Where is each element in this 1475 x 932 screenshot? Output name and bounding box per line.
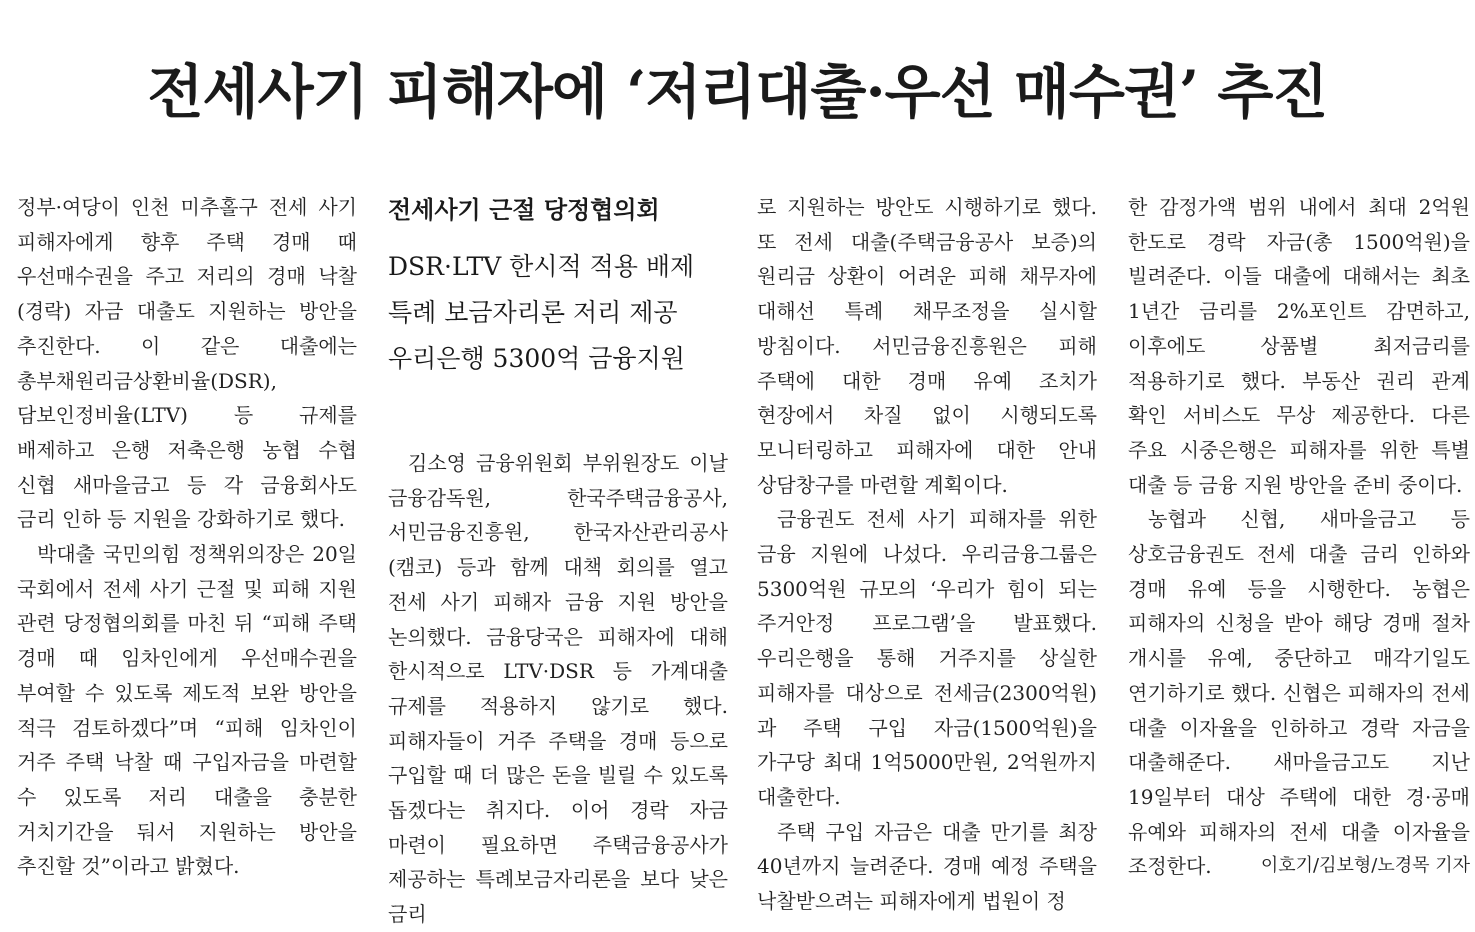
- deck-line: 우리은행 5300억 금융지원: [388, 344, 685, 373]
- body-paragraph: 정부·여당이 인천 미추홀구 전세 사기 피해자에게 향후 주택 경매 때 우선매수권을 주고 저리의 경매 낙찰(경락) 자금 대출도 지원하는 방안을 추진한다. 이 같은 대출에는 총부채원리금상환비율(DSR), 담보인정비율(LTV) 등 규제를 배제하고 은행 저축은행 농협 수협 신협 새마을금고 등 각 금융회사도 금리 인하 등 지원을 강화하기로 했다.: [17, 195, 357, 532]
- deck-line: DSR·LTV 한시적 적용 배제: [388, 252, 695, 281]
- article-column-1: [17, 190, 357, 884]
- body-paragraph-text: 농협과 신협, 새마을금고 등 상호금융권도 전세 대출 금리 인하와 경매 유예 등을 시행한다. 농협은 피해자의 신청을 받아 해당 경매 절차 개시를 유예, 중단하고 매각기일도 연기하기로 했다. 신협은 피해자의 전세 대출 이자율을 인하하고 경락 자금을 대출해준다. 새마을금고도 지난 19일부터 대상 주택에 대한 경·공매 유예와 피해자의 전세 대출 이자율을 조정한다.: [1128, 507, 1470, 879]
- body-paragraph: [1128, 502, 1470, 884]
- article-deck: [388, 244, 728, 382]
- article-subhead: 전세사기 근절 당정협의회: [388, 196, 660, 224]
- body-paragraph: 주택 구입 자금은 대출 만기를 최장 40년까지 늘려준다. 경매 예정 주택을 낙찰받으려는 피해자에게 법원이 정: [757, 819, 1097, 914]
- body-paragraph: 한 감정가액 범위 내에서 최대 2억원 한도로 경락 자금(총 1500억원)을 빌려준다. 이들 대출에 대해서는 최초 1년간 금리를 2%포인트 감면하고, 이후에도 상품별 최저금리를 적용하기로 했다. 부동산 권리 관계 확인 서비스도 무상 제공한다. 다른 주요 시중은행은 피해자를 위한 특별 대출 등 금융 지원 방안을 준비 중이다.: [1128, 195, 1470, 497]
- body-paragraph: 박대출 국민의힘 정책위의장은 20일 국회에서 전세 사기 근절 및 피해 지원 관련 당정협의회를 마친 뒤 “피해 주택 경매 때 임차인에게 우선매수권을 부여할 수 있도록 제도적 보완 방안을 적극 검토하겠다”며 “피해 임차인이 거주 주택 낙찰 때 구입자금을 마련할 수 있도록 저리 대출을 충분한 거치기간을 둬서 지원하는 방안을 추진할 것”이라고 밝혔다.: [17, 542, 357, 879]
- article-column-4: [1128, 190, 1470, 884]
- body-paragraph: 금융권도 전세 사기 피해자를 위한 금융 지원에 나섰다. 우리금융그룹은 5300억원 규모의 ‘우리가 힘이 되는 주거안정 프로그램’을 발표했다. 우리은행을 통해 거주지를 상실한 피해자를 대상으로 전세금(2300억원)과 주택 구입 자금(1500억원)을 가구당 최대 1억5000만원, 2억원까지 대출한다.: [757, 507, 1097, 809]
- body-paragraph: 김소영 금융위원회 부위원장도 이날 금융감독원, 한국주택금융공사, 서민금융진흥원, 한국자산관리공사(캠코) 등과 함께 대책 회의를 열고 전세 사기 피해자 금융 지원 방안을 논의했다. 금융당국은 피해자에 대해 한시적으로 LTV·DSR 등 가계대출 규제를 적용하지 않기로 했다. 피해자들이 거주 주택을 경매 등으로 구입할 때 더 많은 돈을 빌릴 수 있도록 돕겠다는 취지다. 이어 경락 자금 마련이 필요하면 주택금융공사가 제공하는 특례보금자리론을 보다 낮은 금리: [388, 451, 728, 927]
- article-column-2: [388, 190, 728, 932]
- article-column-3: [757, 190, 1097, 919]
- article-byline: 이호기/김보형/노경목 기자: [1260, 855, 1470, 877]
- body-paragraph: 로 지원하는 방안도 시행하기로 했다. 또 전세 대출(주택금융공사 보증)의 원리금 상환이 어려운 피해 채무자에 대해선 특례 채무조정을 실시할 방침이다. 서민금융진흥원은 피해 주택에 대한 경매 유예 조치가 현장에서 차질 없이 시행되도록 모니터링하고 피해자에 대한 안내 상담창구를 마련할 계획이다.: [757, 195, 1097, 497]
- deck-line: 특례 보금자리론 저리 제공: [388, 298, 678, 327]
- article-headline: 전세사기 피해자에 ‘저리대출·우선 매수권’ 추진: [147, 58, 1328, 126]
